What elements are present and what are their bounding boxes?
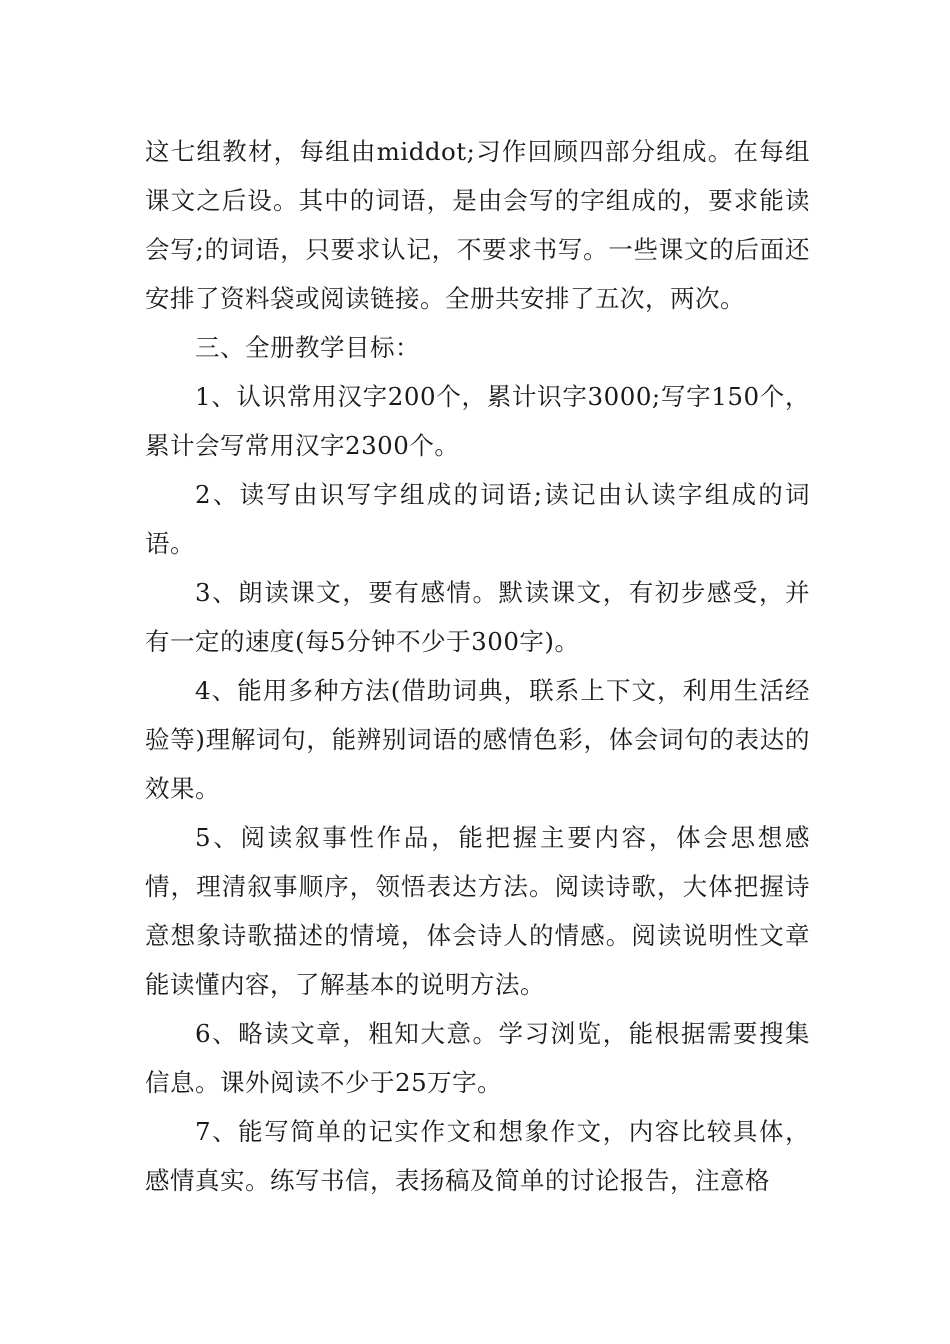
section-heading: 三、全册教学目标： xyxy=(195,333,420,362)
goal-item-6: 6、略读文章，粗知大意。学习浏览，能根据需要搜集信息。课外阅读不少于25万字。 xyxy=(145,1019,810,1097)
goal-item-2: 2、读写由识写字组成的词语;读记由认读字组成的词语。 xyxy=(145,480,810,558)
goal-item-3: 3、朗读课文，要有感情。默读课文，有初步感受，并有一定的速度(每5分钟不少于300字)。 xyxy=(145,578,810,656)
goal-item-7: 7、能写简单的记实作文和想象作文，内容比较具体，感情真实。练写书信，表扬稿及简单的讨论报告，注意格 xyxy=(145,1117,810,1195)
goal-item-1: 1、认识常用汉字200个，累计识字3000;写字150个，累计会写常用汉字2300个。 xyxy=(145,382,810,460)
paragraph-intro: 这七组教材，每组由middot;习作回顾四部分组成。在每组课文之后设。其中的词语，是由会写的字组成的，要求能读会写;的词语，只要求认记，不要求书写。一些课文的后面还安排了资料袋或阅读链接。全册共安排了五次，两次。 xyxy=(145,137,810,313)
goal-item-4: 4、能用多种方法(借助词典，联系上下文，利用生活经验等)理解词句，能辨别词语的感情色彩，体会词句的表达的效果。 xyxy=(145,676,810,803)
goal-item-5: 5、阅读叙事性作品，能把握主要内容，体会思想感情，理清叙事顺序，领悟表达方法。阅读诗歌，大体把握诗意想象诗歌描述的情境，体会诗人的情感。阅读说明性文章能读懂内容，了解基本的说明方法。 xyxy=(145,823,810,999)
